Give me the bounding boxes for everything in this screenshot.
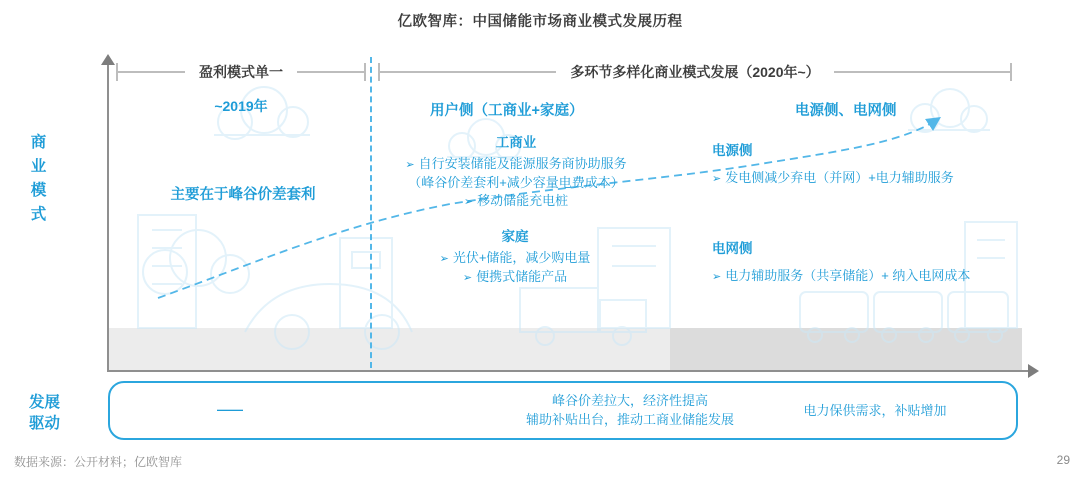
bullet-icon: ➢ bbox=[712, 271, 722, 283]
bracket-line bbox=[380, 71, 556, 73]
bracket-line bbox=[297, 71, 364, 73]
industrial-block bbox=[380, 134, 652, 211]
power-side-block bbox=[712, 142, 954, 188]
supply-side-title: 电源侧、电网侧 bbox=[795, 103, 897, 119]
photo-band-right bbox=[670, 328, 1022, 370]
phase-right-label: 多环节多样化商业模式发展（2020年~） bbox=[570, 64, 820, 80]
page-title: 亿欧智库：中国储能市场商业模式发展历程 bbox=[397, 14, 683, 30]
cloud-icon bbox=[143, 230, 249, 294]
bullet-icon: ➢ bbox=[462, 272, 473, 284]
user-side-title: 用户侧（工商业+家庭） bbox=[430, 103, 584, 119]
building-icon bbox=[965, 222, 1017, 328]
drivers-box bbox=[108, 381, 1018, 440]
phase-left-note: 主要在于峰谷价差套利 bbox=[170, 187, 316, 203]
home-item: ➢ 便携式储能产品 bbox=[462, 269, 568, 284]
driver-middle-line2: 辅助补贴出台，推动工商业储能发展 bbox=[525, 412, 734, 427]
grid-side-title: 电网侧 bbox=[712, 241, 753, 256]
building-icon bbox=[138, 215, 196, 328]
industrial-title: 工商业 bbox=[495, 135, 537, 150]
home-title: 家庭 bbox=[501, 229, 529, 244]
bracket-tick bbox=[364, 63, 366, 81]
power-side-item: ➢ 发电侧减少弃电（并网）+电力辅助服务 bbox=[712, 170, 954, 185]
home-item: ➢ 光伏+储能，减少购电量 bbox=[439, 250, 591, 265]
phase-bracket-left bbox=[116, 62, 366, 82]
home-block bbox=[390, 228, 640, 287]
bullet-icon: ➢ bbox=[439, 253, 449, 265]
power-side-title: 电源侧 bbox=[712, 143, 753, 158]
bracket-line bbox=[118, 71, 185, 73]
driver-right: 电力保供需求，补贴增加 bbox=[803, 403, 947, 418]
industrial-item-cont: （峰谷价差套利+减少容量电费成本） bbox=[408, 175, 624, 190]
bracket-line bbox=[834, 71, 1010, 73]
industrial-item: ➢ 自行安装储能及能源服务商协助服务 bbox=[405, 156, 627, 171]
page-number: 29 bbox=[1056, 453, 1070, 467]
y-axis-label: 商业模式 bbox=[30, 134, 47, 223]
phase-left-label: 盈利模式单一 bbox=[199, 64, 283, 80]
data-source-note: 数据来源：公开材料；亿欧智库 bbox=[14, 455, 183, 469]
y-axis-arrow-icon bbox=[101, 54, 115, 65]
bullet-icon: ➢ bbox=[405, 159, 415, 171]
industrial-item: ➢ 移动储能充电桩 bbox=[463, 193, 569, 208]
drivers-row-label: 发展驱动 bbox=[28, 394, 60, 432]
phase-left-period: ~2019年 bbox=[214, 98, 268, 114]
y-axis-line bbox=[107, 64, 109, 372]
grid-side-block bbox=[712, 240, 970, 286]
x-axis-line bbox=[108, 370, 1030, 372]
driver-middle-line1: 峰谷价差拉大，经济性提高 bbox=[551, 393, 708, 408]
driver-left-dash: —— bbox=[217, 402, 243, 417]
grid-side-item: ➢ 电力辅助服务（共享储能）+ 纳入电网成本 bbox=[712, 268, 971, 283]
phase-bracket-right bbox=[378, 62, 1012, 82]
bracket-tick bbox=[1010, 63, 1012, 81]
phase-divider-dashed-line bbox=[370, 57, 372, 368]
photo-band-left bbox=[108, 328, 670, 370]
building-icon bbox=[340, 238, 392, 328]
bullet-icon: ➢ bbox=[712, 173, 722, 185]
bullet-icon: ➢ bbox=[463, 196, 474, 208]
x-axis-arrow-icon bbox=[1028, 364, 1039, 378]
cloud-icon bbox=[908, 89, 990, 132]
